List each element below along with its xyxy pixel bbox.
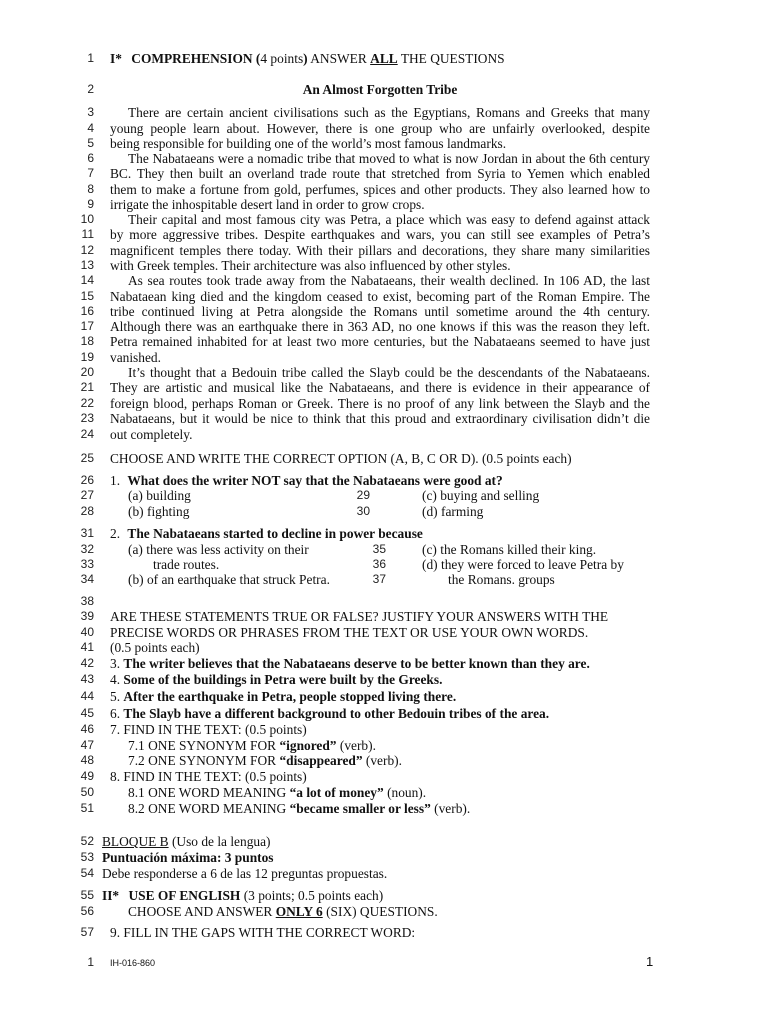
line-number: 5 — [87, 136, 94, 150]
option-d — [422, 557, 624, 573]
line-number: 30 — [356, 504, 370, 518]
word-class: (noun). — [387, 785, 427, 800]
passage-line: Their capital and most famous city was Petra, a place which was easy to defend against attack — [128, 212, 650, 227]
option-text: the Romans killed their king. — [440, 542, 597, 557]
instruction-text: CHOOSE AND ANSWER — [128, 904, 273, 919]
line-number: 22 — [80, 396, 94, 410]
question-8 — [110, 769, 307, 785]
paren: ( — [255, 51, 261, 66]
option-d — [422, 504, 483, 520]
passage-line: being responsible for building one of the world’s most famous landmarks. — [110, 136, 507, 151]
question-text: ONE SYNONYM FOR — [148, 753, 277, 768]
line-number: 42 — [80, 656, 94, 670]
question-text: After the earthquake in Petra, people stopped living there. — [123, 689, 457, 704]
question-number: 1. — [110, 473, 121, 488]
line-number: 35 — [372, 542, 386, 556]
option-label: (b) — [128, 504, 144, 519]
option-text: farming — [440, 504, 484, 519]
passage-line: by more aggressive tribes. Despite earthquakes and wars, you can still see examples of Petra’s — [110, 227, 650, 242]
questions-word: THE QUESTIONS — [400, 51, 505, 66]
line-number: 34 — [80, 572, 94, 586]
line-number: 11 — [81, 227, 94, 241]
question-1 — [110, 473, 503, 489]
question-number: 6. — [110, 706, 121, 721]
question-8-2 — [128, 801, 470, 817]
use-of-english-instruction — [128, 904, 438, 920]
comprehension-header — [110, 51, 505, 67]
line-number: 17 — [80, 319, 94, 333]
question-9 — [110, 925, 415, 941]
tf-instruction: (0.5 points each) — [110, 640, 200, 655]
line-number: 50 — [80, 785, 94, 799]
reading-title: An Almost Forgotten Tribe — [302, 82, 458, 97]
passage-line: Nabataeans, but it would be nice to think that this proud and extraordinary civilisation didn’t die — [110, 411, 650, 426]
question-text: The Slayb have a different background to other Bedouin tribes of the area. — [123, 706, 550, 721]
line-number: 14 — [80, 273, 94, 287]
question-number: 4. — [110, 672, 121, 687]
option-a — [128, 542, 309, 558]
line-number: 56 — [80, 904, 94, 918]
question-number: 8. — [110, 769, 121, 784]
word-class: (verb). — [339, 738, 376, 753]
line-number: 1 — [87, 51, 94, 65]
option-label: (d) — [422, 557, 438, 572]
question-6 — [110, 706, 549, 722]
instruction-text: (SIX) QUESTIONS. — [326, 904, 438, 919]
word-class: (verb). — [434, 801, 471, 816]
question-text: FIND IN THE TEXT: (0.5 points) — [123, 769, 307, 784]
line-number: 45 — [80, 706, 94, 720]
option-d-cont: the Romans. groups — [448, 572, 555, 587]
question-3 — [110, 656, 590, 672]
option-b — [128, 504, 189, 520]
passage-line: them to make a fortune from gold, perfumes, spices and other products. They also learned how to — [110, 182, 650, 197]
line-number: 21 — [80, 380, 94, 394]
question-number: 5. — [110, 689, 121, 704]
option-text: fighting — [146, 504, 190, 519]
line-number: 15 — [80, 289, 94, 303]
tf-instruction: PRECISE WORDS OR PHRASES FROM THE TEXT OR USE YOUR OWN WORDS. — [110, 625, 589, 640]
bloque-heading — [102, 834, 271, 850]
target-word: “disappeared” — [279, 753, 363, 768]
option-c — [422, 488, 539, 504]
question-number: 8.2 — [128, 801, 145, 816]
option-c — [422, 542, 596, 558]
question-8-1 — [128, 785, 426, 801]
line-number: 29 — [356, 488, 370, 502]
line-number: 52 — [80, 834, 94, 848]
passage-line: young people learn about. However, there is one group who are unfairly overlooked, despite — [110, 121, 650, 136]
line-number: 54 — [80, 866, 94, 880]
answer-word: ANSWER — [310, 51, 367, 66]
page-number: 1 — [646, 954, 654, 969]
bloque-instruction: Debe responderse a 6 de las 12 preguntas propuestas. — [102, 866, 388, 881]
passage-line: magnificent temples there today. With their pillars and decorations, they share many similarities — [110, 243, 650, 258]
passage-line: foreign blood, perhaps Roman or Greek. There is no proof of any link between the Slayb and the — [110, 396, 650, 411]
word-class: (verb). — [365, 753, 402, 768]
line-number: 33 — [80, 557, 94, 571]
section-title: COMPREHENSION — [131, 51, 253, 66]
line-number: 27 — [80, 488, 94, 502]
question-number: 8.1 — [128, 785, 145, 800]
question-number: 9. — [110, 925, 121, 940]
line-number: 55 — [80, 888, 94, 902]
target-word: “a lot of money” — [289, 785, 384, 800]
line-number: 49 — [80, 769, 94, 783]
line-number: 40 — [80, 625, 94, 639]
line-number: 23 — [80, 411, 94, 425]
option-label: (a) — [128, 488, 143, 503]
option-label: (c) — [422, 542, 437, 557]
line-number: 13 — [80, 258, 94, 272]
line-number: 16 — [80, 304, 94, 318]
question-number: 7.1 — [128, 738, 145, 753]
target-word: “ignored” — [279, 738, 337, 753]
all-word: ALL — [370, 51, 398, 66]
bloque-subtitle: (Uso de la lengua) — [171, 834, 271, 849]
line-number: 9 — [87, 197, 94, 211]
question-7 — [110, 722, 307, 738]
question-7-1 — [128, 738, 376, 754]
section-points: 4 points — [260, 51, 304, 66]
question-number: 3. — [110, 656, 121, 671]
line-number: 18 — [80, 334, 94, 348]
bloque-title: BLOQUE B — [102, 834, 169, 849]
line-number: 41 — [80, 640, 94, 654]
section-points: (3 points; 0.5 points each) — [243, 888, 384, 903]
passage-line: There are certain ancient civilisations such as the Egyptians, Romans and Greeks that many — [128, 105, 650, 120]
passage-line: BC. They then built an overland trade route that stretched from Syria to Yemen which enabled — [110, 166, 650, 181]
line-number: 36 — [372, 557, 386, 571]
question-text: The Nabataeans started to decline in power because — [127, 526, 423, 541]
section-label: I* — [110, 51, 122, 66]
line-number: 51 — [80, 801, 94, 815]
option-text: building — [146, 488, 191, 503]
passage-line: out completely. — [110, 427, 193, 442]
passage-line: Petra remained inhabited for at least two more centuries, but the Nabataeans seemed to have just — [110, 334, 650, 349]
footer-line-number: 1 — [87, 955, 94, 969]
question-text: FIND IN THE TEXT: (0.5 points) — [123, 722, 307, 737]
question-number: 7.2 — [128, 753, 145, 768]
option-label: (d) — [422, 504, 438, 519]
line-number: 39 — [80, 609, 94, 623]
line-number: 6 — [87, 151, 94, 165]
tf-instruction: ARE THESE STATEMENTS TRUE OR FALSE? JUSTIFY YOUR ANSWERS WITH THE — [110, 609, 609, 624]
bloque-max-score: Puntuación máxima: 3 puntos — [102, 850, 274, 865]
line-number: 32 — [80, 542, 94, 556]
line-number: 28 — [80, 504, 94, 518]
line-number: 4 — [87, 121, 94, 135]
question-number: 2. — [110, 526, 121, 541]
line-number: 47 — [80, 738, 94, 752]
line-number: 24 — [80, 427, 94, 441]
passage-line: irrigate the inhospitable desert land in order to grow crops. — [110, 197, 425, 212]
question-text: ONE WORD MEANING — [148, 801, 287, 816]
passage-line: vanished. — [110, 350, 161, 365]
target-word: “became smaller or less” — [289, 801, 431, 816]
option-text: buying and selling — [440, 488, 540, 503]
line-number: 7 — [87, 166, 94, 180]
line-number: 25 — [80, 451, 94, 465]
option-label: (c) — [422, 488, 437, 503]
passage-line: It’s thought that a Bedouin tribe called the Slayb could be the descendants of the Nabataeans. — [128, 365, 650, 380]
question-text: Some of the buildings in Petra were built by the Greeks. — [123, 672, 443, 687]
passage-line: with Greek temples. Their architecture was also influenced by other styles. — [110, 258, 511, 273]
line-number: 3 — [87, 105, 94, 119]
question-text: What does the writer NOT say that the Nabataeans were good at? — [127, 473, 503, 488]
section-title: USE OF ENGLISH — [128, 888, 241, 903]
passage-line: Although there was an earthquake there in 363 AD, no one knows if this was the reason they left. — [110, 319, 650, 334]
passage-line: The Nabataeans were a nomadic tribe that moved to what is now Jordan in about the 6th century — [128, 151, 650, 166]
line-number: 10 — [80, 212, 94, 226]
line-number: 2 — [87, 82, 94, 96]
option-text: of an earthquake that struck Petra. — [146, 572, 330, 587]
only-count: ONLY 6 — [275, 904, 323, 919]
option-b — [128, 572, 330, 588]
option-a-cont: trade routes. — [153, 557, 220, 572]
line-number: 8 — [87, 182, 94, 196]
line-number: 57 — [80, 925, 94, 939]
line-number: 26 — [80, 473, 94, 487]
line-number: 53 — [80, 850, 94, 864]
question-text: FILL IN THE GAPS WITH THE CORRECT WORD: — [123, 925, 416, 940]
line-number: 19 — [80, 350, 94, 364]
line-number: 20 — [80, 365, 94, 379]
line-number: 31 — [80, 526, 94, 540]
paren: ) — [303, 51, 308, 66]
line-number: 38 — [80, 594, 94, 608]
passage-line: They are artistic and musical like the Nabataeans, and there is evidence in their appearance of — [110, 380, 650, 395]
section-label: II* — [102, 888, 120, 903]
question-text: ONE SYNONYM FOR — [148, 738, 277, 753]
line-number: 12 — [80, 243, 94, 257]
passage-line: tribe continued living at Petra alongside the Romans until sometime around the 4th century. — [110, 304, 650, 319]
question-text: The writer believes that the Nabataeans deserve to be better known than they are. — [123, 656, 590, 671]
mc-instruction: CHOOSE AND WRITE THE CORRECT OPTION (A, B, C OR D). (0.5 points each) — [110, 451, 572, 466]
option-label: (a) — [128, 542, 143, 557]
option-text: they were forced to leave Petra by — [440, 557, 624, 572]
line-number: 43 — [80, 672, 94, 686]
question-number: 7. — [110, 722, 121, 737]
passage-line: As sea routes took trade away from the Nabataeans, their wealth declined. In 106 AD, the last — [128, 273, 650, 288]
option-label: (b) — [128, 572, 144, 587]
line-number: 46 — [80, 722, 94, 736]
document-code: IH-016-860 — [110, 958, 156, 968]
question-4 — [110, 672, 442, 688]
question-5 — [110, 689, 456, 705]
option-a — [128, 488, 191, 504]
line-number: 48 — [80, 753, 94, 767]
line-number: 37 — [372, 572, 386, 586]
use-of-english-header — [102, 888, 383, 904]
question-text: ONE WORD MEANING — [148, 785, 287, 800]
question-2 — [110, 526, 423, 542]
passage-line: Nabataean king died and the kingdom ceased to exist, becoming part of the Roman Empire. The — [110, 289, 650, 304]
option-text: there was less activity on their — [146, 542, 309, 557]
question-7-2 — [128, 753, 402, 769]
line-number: 44 — [80, 689, 94, 703]
